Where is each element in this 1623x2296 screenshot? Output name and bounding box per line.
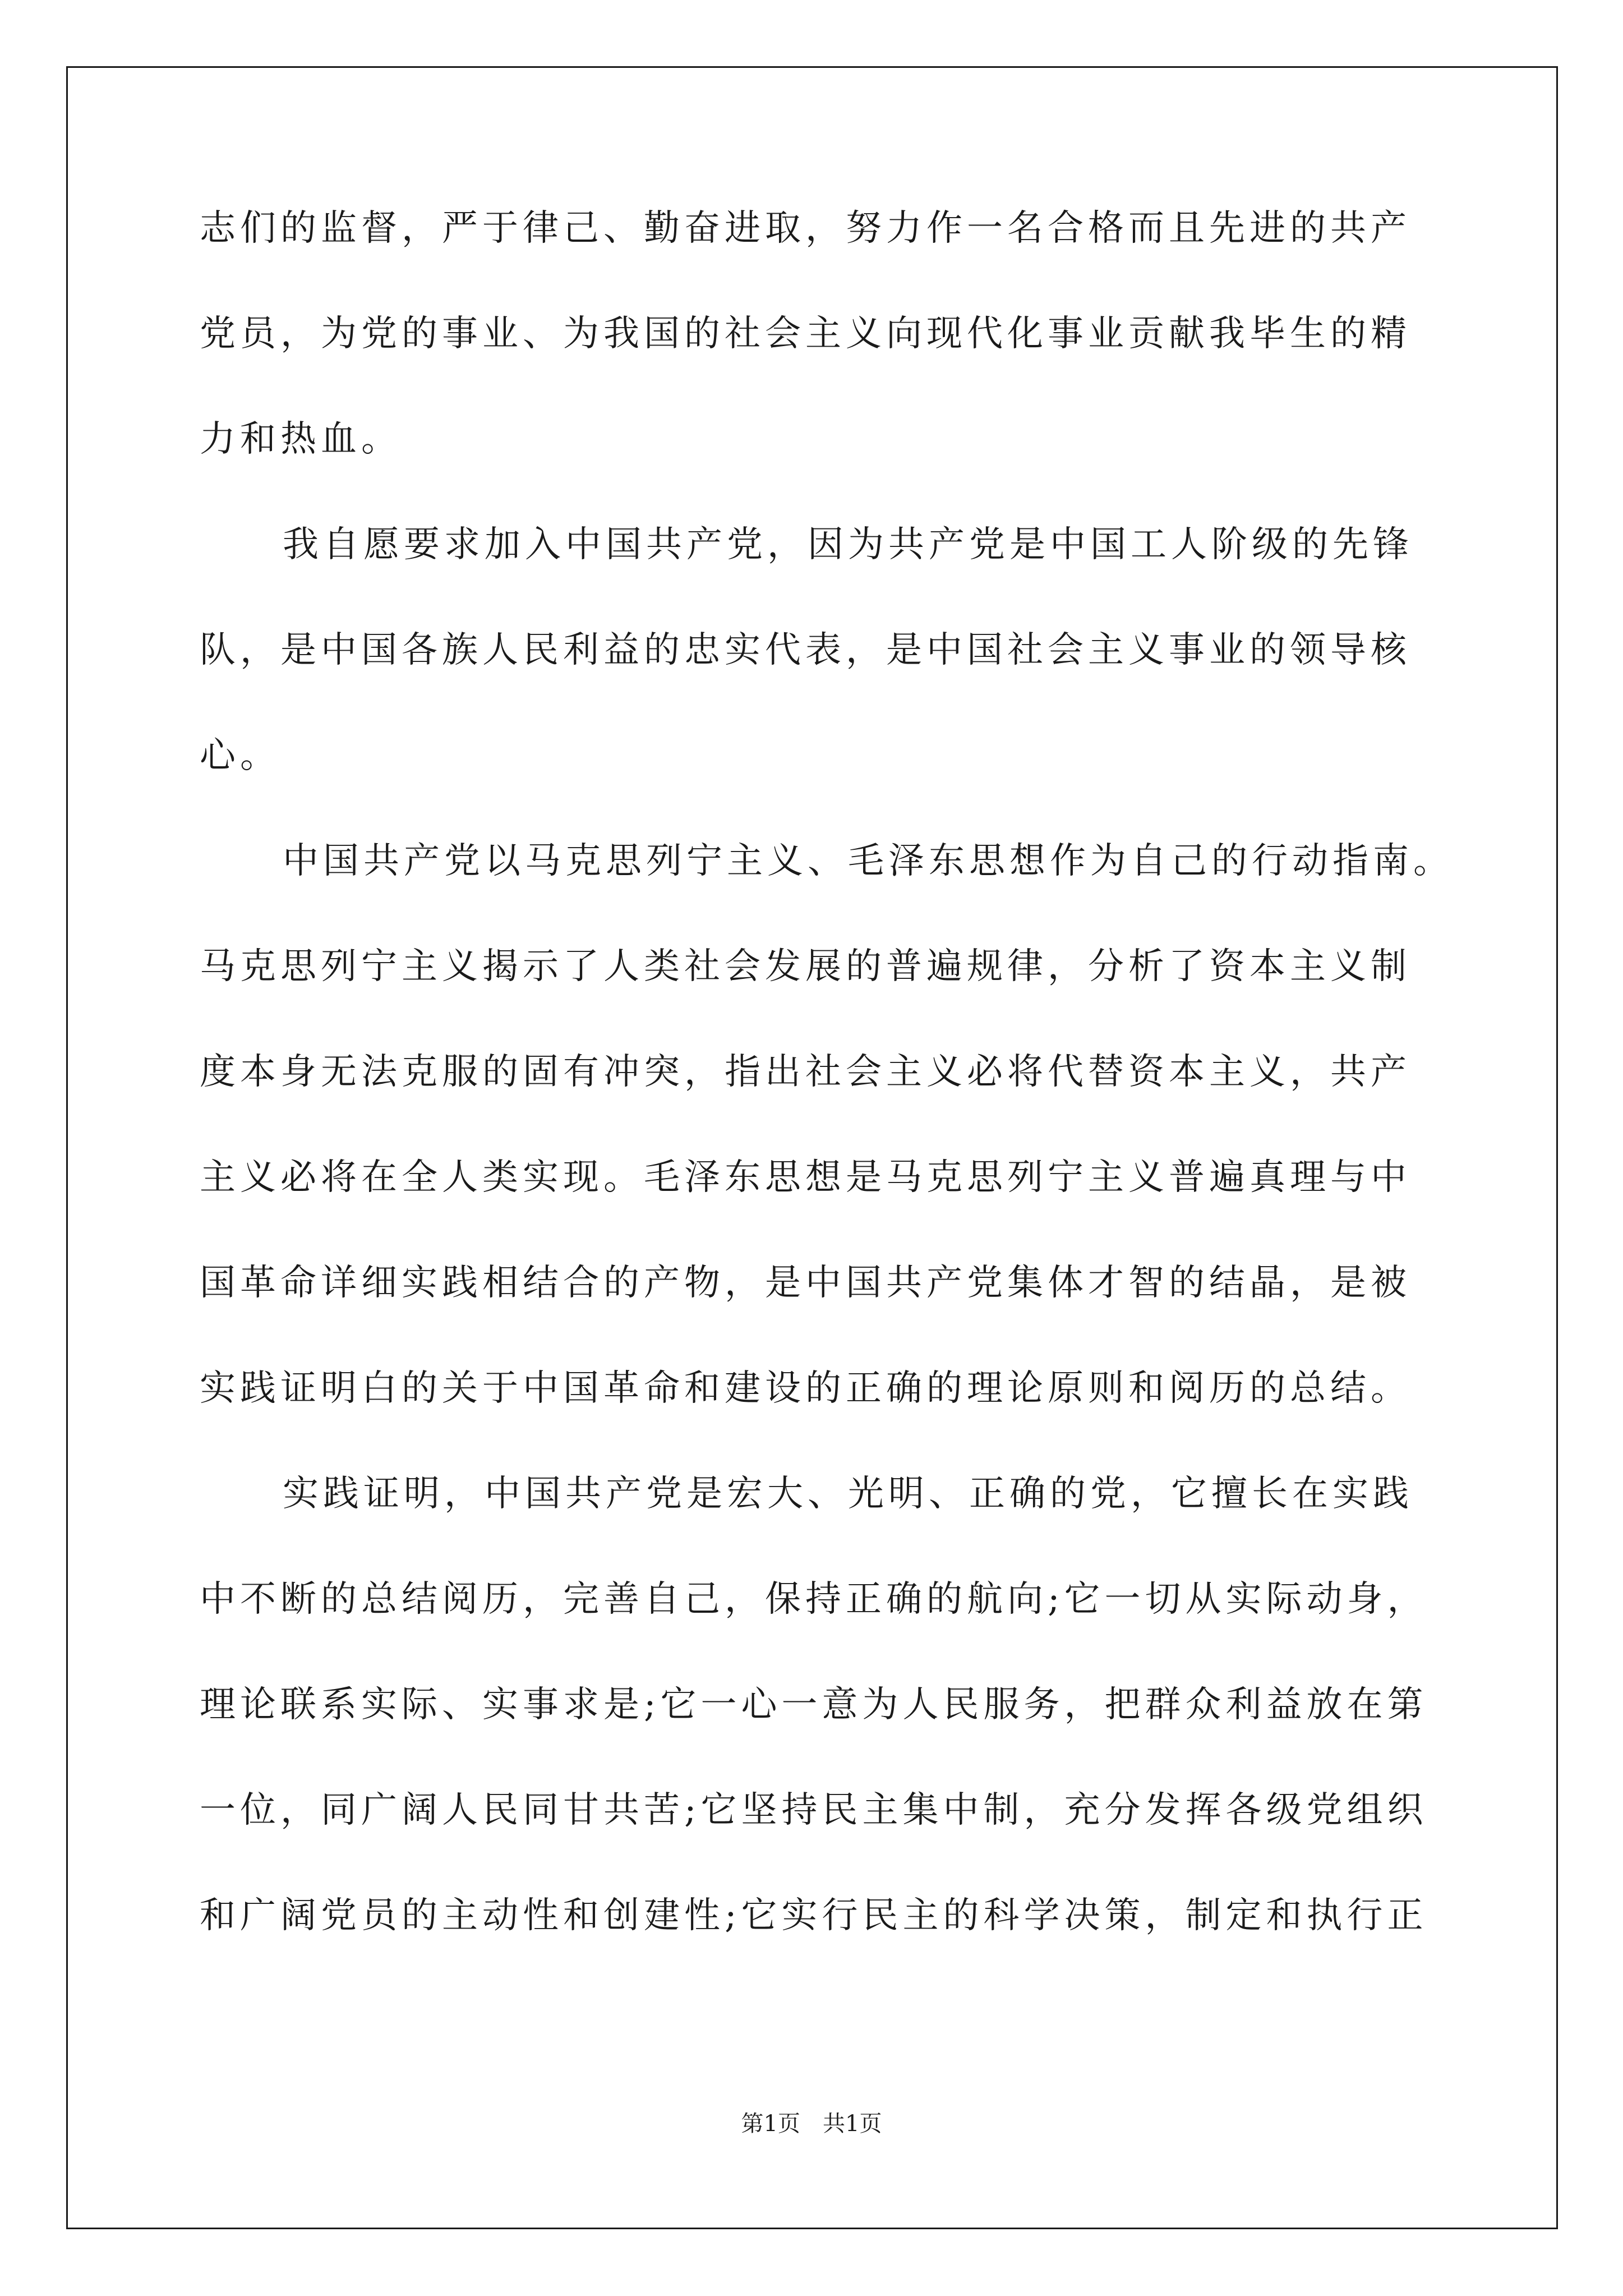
text-line: 中不断的总结阅历，完善自己，保持正确的航向;它一切从实际动身，: [200, 1579, 1428, 1620]
paragraph-start-line: 实践证明，中国共产党是宏大、光明、正确的党，它擅长在实践: [283, 1473, 1413, 1515]
text-line: 实践证明白的关于中国革命和建设的正确的理论原则和阅历的总结。: [200, 1368, 1411, 1409]
text-line: 国革命详细实践相结合的产物，是中国共产党集体才智的结晶，是被: [200, 1262, 1411, 1304]
text-line: 志们的监督，严于律己、勤奋进取，努力作一名合格而且先进的共产: [200, 208, 1411, 249]
text-line: 党员，为党的事业、为我国的社会主义向现代化事业贡献我毕生的精: [200, 313, 1411, 355]
text-line: 主义必将在全人类实现。毛泽东思想是马克思列宁主义普遍真理与中: [200, 1157, 1411, 1198]
text-line: 队，是中国各族人民利益的忠实代表，是中国社会主义事业的领导核: [200, 629, 1411, 671]
text-line: 度本身无法克服的固有冲突，指出社会主义必将代替资本主义，共产: [200, 1051, 1411, 1093]
text-line: 力和热血。: [200, 418, 402, 460]
text-line: 心。: [200, 735, 280, 776]
text-line: 马克思列宁主义揭示了人类社会发展的普遍规律，分析了资本主义制: [200, 946, 1411, 987]
document-body: [200, 202, 1454, 1995]
text-line: 和广阔党员的主动性和创建性;它实行民主的科学决策，制定和执行正: [200, 1895, 1428, 1936]
paragraph-start-line: 我自愿要求加入中国共产党，因为共产党是中国工人阶级的先锋: [283, 524, 1413, 565]
paragraph-start-line: 中国共产党以马克思列宁主义、毛泽东思想作为自己的行动指南。: [283, 840, 1454, 882]
text-line: 理论联系实际、实事求是;它一心一意为人民服务，把群众利益放在第: [200, 1684, 1428, 1726]
page-number-footer: 第1页 共1页: [741, 2111, 882, 2137]
text-line: 一位，同广阔人民同甘共苦;它坚持民主集中制，充分发挥各级党组织: [200, 1789, 1428, 1831]
